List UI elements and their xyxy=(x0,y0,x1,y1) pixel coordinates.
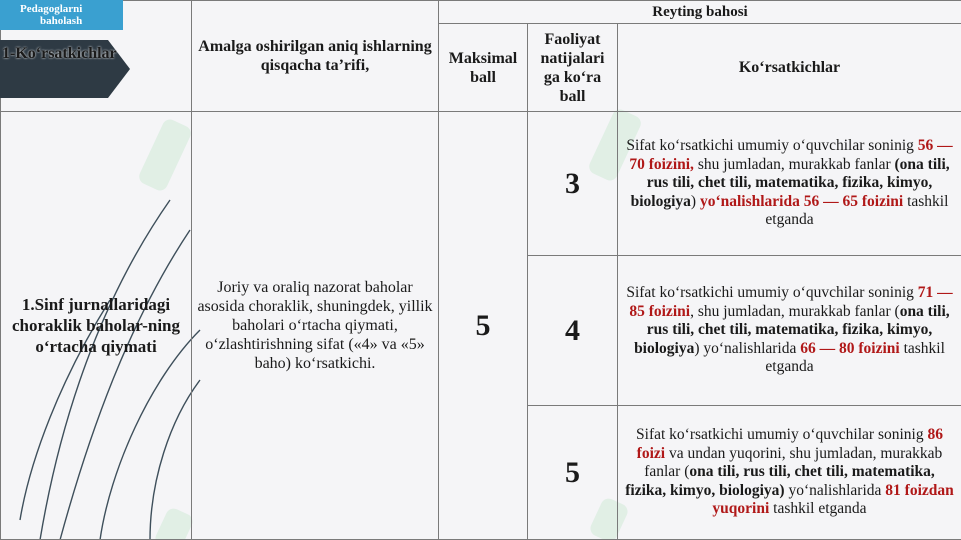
score-5: 5 xyxy=(528,406,618,540)
header-description: Amalga oshirilgan aniq ishlarning qisqacha ta’rifi, xyxy=(192,1,439,112)
indicator-row-2: Sifat ko‘rsatkichi umumiy o‘quvchilar soninig 71 — 85 foizini, shu jumladan, murakkab fanlar (ona tili, rus tili, chet tili, matematika, fizika, kimyo, biologiya) yo‘nalishlarida 66 — 80 foizini tashkil etganda xyxy=(618,256,961,406)
header-korsatkichlar: Ko‘rsatkichlar xyxy=(618,24,961,112)
pedagog-badge xyxy=(0,0,123,30)
badge-line-2: baholash xyxy=(40,15,83,27)
description-cell: Joriy va oraliq nazorat baholar asosida choraklik, shuningdek, yillik baholari o‘rtacha qiymati, o‘zlashtirishning sifat («4» va «5» baho) ko‘rsatkichi. xyxy=(192,112,439,540)
max-ball-value: 5 xyxy=(439,112,528,540)
header-max-ball: Maksimal ball xyxy=(439,24,528,112)
criterion-cell: 1.Sinf jurnallaridagi choraklik baholar-ning o‘rtacha qiymati xyxy=(1,112,192,540)
indicator-row-1: Sifat ko‘rsatkichi umumiy o‘quvchilar soninig 56 — 70 foizini, shu jumladan, murakkab fanlar (ona tili, rus tili, chet tili, matematika, fizika, kimyo, biologiya) yo‘nalishlarida 56 — 65 foizini tashkil etganda xyxy=(618,112,961,256)
header-criteria-label: 1-Ko‘rsatkichlar xyxy=(2,45,117,62)
indicator-row-3: Sifat ko‘rsatkichi umumiy o‘quvchilar soninig 86 foizi va undan yuqorini, shu jumladan, murakkab fanlar (ona tili, rus tili, chet tili, matematika, fizika, kimyo, biologiya) yo‘nalishlarida 81 foizdan yuqorini tashkil etganda xyxy=(618,406,961,540)
score-4: 4 xyxy=(528,256,618,406)
header-faoliyat: Faoliyat natijalari ga ko‘ra ball xyxy=(528,24,618,112)
score-3: 3 xyxy=(528,112,618,256)
header-reyting: Reyting bahosi xyxy=(439,1,961,24)
badge-line-1: Pedagoglarni xyxy=(20,3,83,15)
